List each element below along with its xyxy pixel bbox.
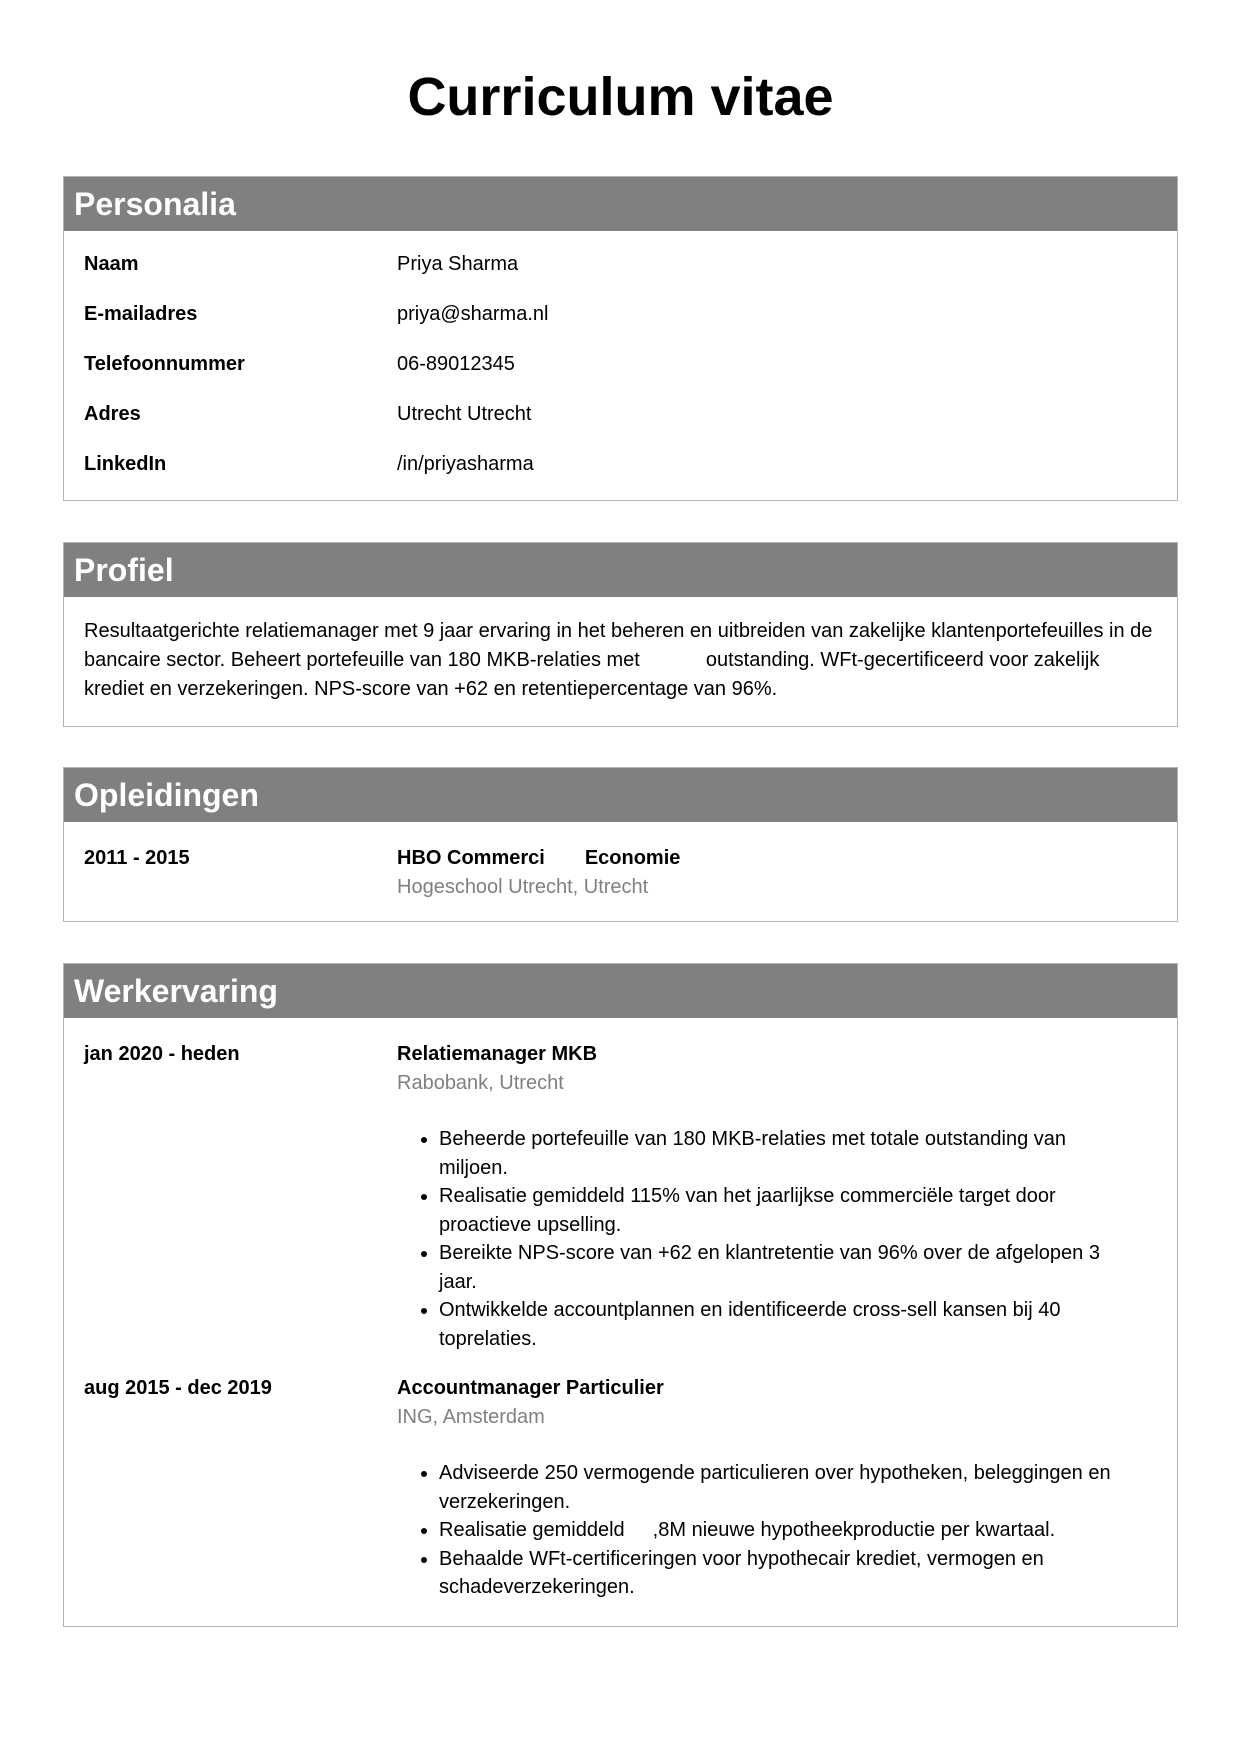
personalia-row-naam — [84, 249, 1157, 299]
education-institution: Hogeschool Utrecht, Utrecht — [397, 876, 649, 898]
job-bullet-part2: ,8M nieuwe hypotheekproductie per kwartaal. — [652, 1519, 1056, 1541]
job-bullet: • Beheerde portefeuille van 180 MKB-relaties met totale outstanding van miljoen. — [439, 1125, 1157, 1182]
job-item — [84, 1374, 1157, 1602]
job-bullet-part1: Realisatie gemiddeld — [439, 1519, 625, 1541]
job-bullet: • Bereikte NPS-score van +62 en klantretentie van 96% over de afgelopen 3 jaar. — [439, 1239, 1157, 1296]
personalia-row-adres — [84, 399, 1157, 449]
profiel-text-part1: Resultaatgerichte relatiemanager met 9 jaar ervaring in het beheren en uitbreiden van zakelijke klantenportefeuilles in de bancaire sector. Beheert portefeuille van 180 MKB-relaties met — [84, 620, 1153, 671]
job-bullet — [439, 1516, 1157, 1545]
personalia-body — [64, 231, 1177, 499]
job-bullet: • Behaalde WFt-certificeringen voor hypothecair krediet, vermogen en schadeverzekeringen. — [439, 1545, 1157, 1602]
profiel-text-part2: outstanding. WFt-gecertificeerd voor zakelijk krediet en verzekeringen. NPS-score van +62 en retentiepercentage van 96%. — [84, 649, 1100, 700]
linkedin-value: /in/priyasharma — [397, 453, 534, 475]
email-label: E-mailadres — [84, 303, 198, 325]
linkedin-label: LinkedIn — [84, 453, 167, 475]
naam-value: Priya Sharma — [397, 253, 519, 275]
personalia-row-email — [84, 299, 1157, 349]
profiel-heading: Profiel — [64, 543, 1177, 597]
email-value: priya@sharma.nl — [397, 303, 549, 325]
personalia-section — [63, 176, 1178, 501]
job-spacer — [84, 1353, 1157, 1374]
profiel-text — [64, 597, 1177, 704]
personalia-row-linkedin — [84, 449, 1157, 499]
education-title — [397, 844, 1157, 873]
job-bullet: • Realisatie gemiddeld 115% van het jaarlijkse commerciële target door proactieve upselling. — [439, 1182, 1157, 1239]
adres-label: Adres — [84, 403, 141, 425]
job-bullet: • Adviseerde 250 vermogende particulieren over hypotheken, beleggingen en verzekeringen. — [439, 1459, 1157, 1516]
job-item — [84, 1040, 1157, 1353]
telefoon-value: 06-89012345 — [397, 353, 515, 375]
naam-label: Naam — [84, 253, 139, 275]
telefoon-label: Telefoonnummer — [84, 353, 245, 375]
job-details — [397, 1374, 1157, 1602]
job-bullet: • Ontwikkelde accountplannen en identificeerde cross-sell kansen bij 40 toprelaties. — [439, 1296, 1157, 1353]
opleidingen-body — [64, 822, 1177, 902]
job-period: jan 2020 - heden — [84, 1043, 240, 1065]
education-details — [397, 844, 1157, 902]
education-item — [84, 844, 1157, 902]
werkervaring-body — [64, 1018, 1177, 1602]
education-period: 2011 - 2015 — [84, 847, 190, 869]
education-title-part2: Economie — [584, 847, 681, 869]
job-title: Accountmanager Particulier — [397, 1377, 664, 1399]
werkervaring-heading: Werkervaring — [64, 964, 1177, 1018]
adres-value: Utrecht Utrecht — [397, 403, 532, 425]
opleidingen-section — [63, 767, 1178, 922]
job-bullets — [397, 1125, 1157, 1353]
job-company: Rabobank, Utrecht — [397, 1072, 564, 1094]
job-bullets — [397, 1459, 1157, 1602]
personalia-row-telefoon — [84, 349, 1157, 399]
education-title-part1: HBO Commerci — [397, 847, 545, 869]
personalia-heading: Personalia — [64, 177, 1177, 231]
opleidingen-heading: Opleidingen — [64, 768, 1177, 822]
werkervaring-section — [63, 963, 1178, 1627]
job-details — [397, 1040, 1157, 1353]
job-title: Relatiemanager MKB — [397, 1043, 598, 1065]
job-company: ING, Amsterdam — [397, 1406, 545, 1428]
job-period: aug 2015 - dec 2019 — [84, 1377, 272, 1399]
page-title: Curriculum vitae — [407, 67, 834, 127]
profiel-section — [63, 542, 1178, 727]
